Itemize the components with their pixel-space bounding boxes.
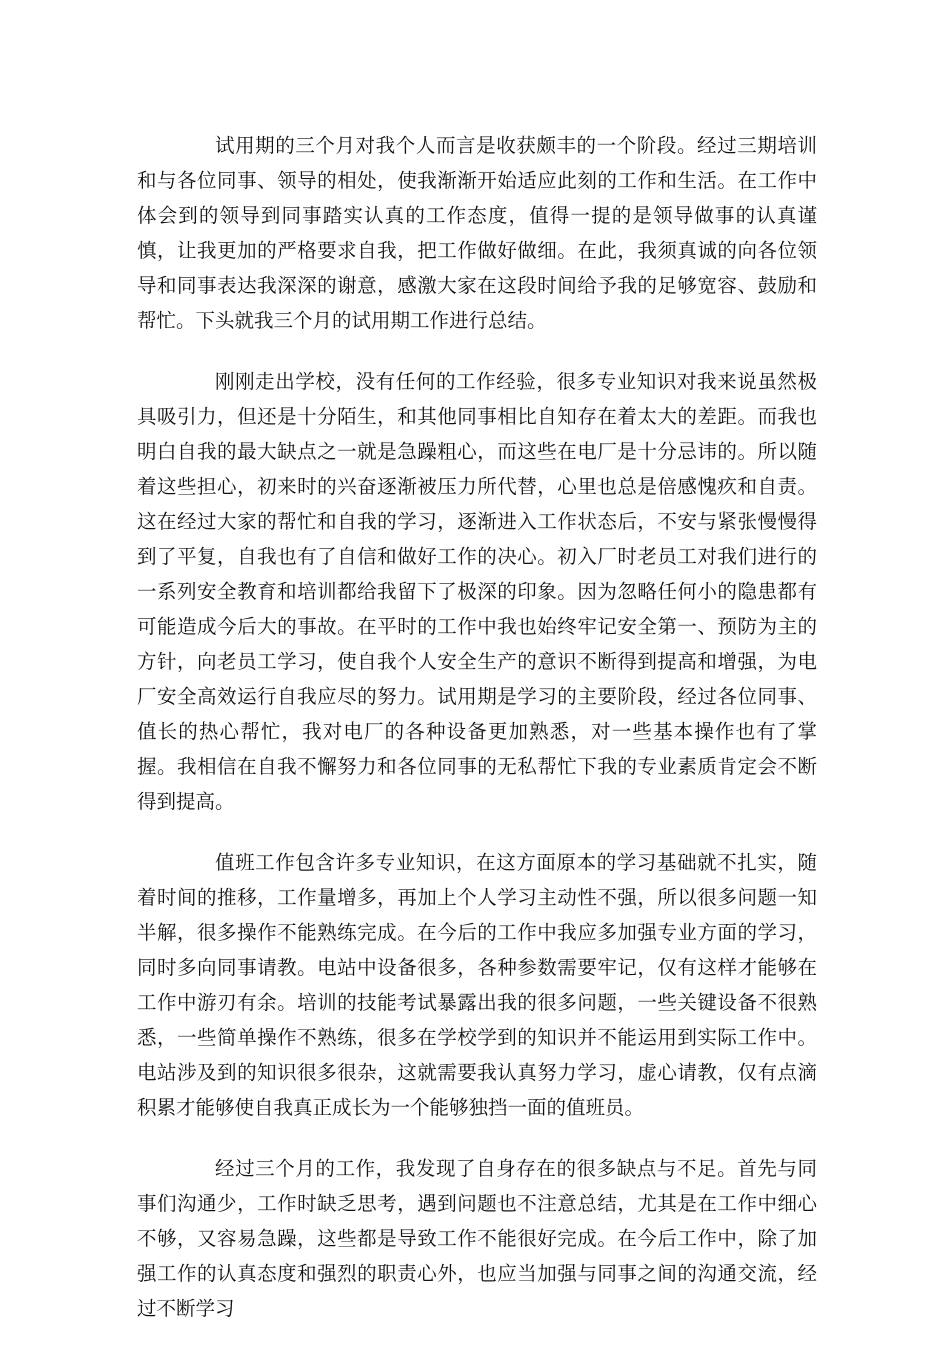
- document-body: [137, 128, 817, 1352]
- paragraph-3: 值班工作包含许多专业知识，在这方面原本的学习基础就不扎实，随着时间的推移，工作量增多，再加上个人学习主动性不强，所以很多问题一知半解，很多操作不能熟练完成。在今后的工作中我应多加强专业方面的学习，同时多向同事请教。电站中设备很多，各种参数需要牢记，仅有这样才能够在工作中游刃有余。培训的技能考试暴露出我的很多问题，一些关键设备不很熟悉，一些简单操作不熟练，很多在学校学到的知识并不能运用到实际工作中。电站涉及到的知识很多很杂，这就需要我认真努力学习，虚心请教，仅有点滴积累才能够使自我真正成长为一个能够独挡一面的值班员。: [137, 851, 817, 1119]
- paragraph-2: 刚刚走出学校，没有任何的工作经验，很多专业知识对我来说虽然极具吸引力，但还是十分陌生，和其他同事相比自知存在着太大的差距。而我也明白自我的最大缺点之一就是急躁粗心，而这些在电厂是十分忌讳的。所以随着这些担心，初来时的兴奋逐渐被压力所代替，心里也总是倍感愧疚和自责。这在经过大家的帮忙和自我的学习，逐渐进入工作状态后，不安与紧张慢慢得到了平复，自我也有了自信和做好工作的决心。初入厂时老员工对我们进行的一系列安全教育和培训都给我留下了极深的印象。因为忽略任何小的隐患都有可能造成今后大的事故。在平时的工作中我也始终牢记安全第一、预防为主的方针，向老员工学习，使自我个人安全生产的意识不断得到提高和增强，为电厂安全高效运行自我应尽的努力。试用期是学习的主要阶段，经过各位同事、值长的热心帮忙，我对电厂的各种设备更加熟悉，对一些基本操作也有了掌握。我相信在自我不懈努力和各位同事的无私帮忙下我的专业素质肯定会不断得到提高。: [137, 370, 817, 813]
- paragraph-4: 经过三个月的工作，我发现了自身存在的很多缺点与不足。首先与同事们沟通少，工作时缺乏思考，遇到问题也不注意总结，尤其是在工作中细心不够，又容易急躁，这些都是导致工作不能很好完成。在今后工作中，除了加强工作的认真态度和强烈的职责心外，也应当加强与同事之间的沟通交流，经过不断学习: [137, 1157, 817, 1320]
- paragraph-1: 试用期的三个月对我个人而言是收获颇丰的一个阶段。经过三期培训和与各位同事、领导的相处，使我渐渐开始适应此刻的工作和生活。在工作中体会到的领导到同事踏实认真的工作态度，值得一提的是领导做事的认真谨慎，让我更加的严格要求自我，把工作做好做细。在此，我须真诚的向各位领导和同事表达我深深的谢意，感激大家在这段时间给予我的足够宽容、鼓励和帮忙。下头就我三个月的试用期工作进行总结。: [137, 134, 817, 332]
